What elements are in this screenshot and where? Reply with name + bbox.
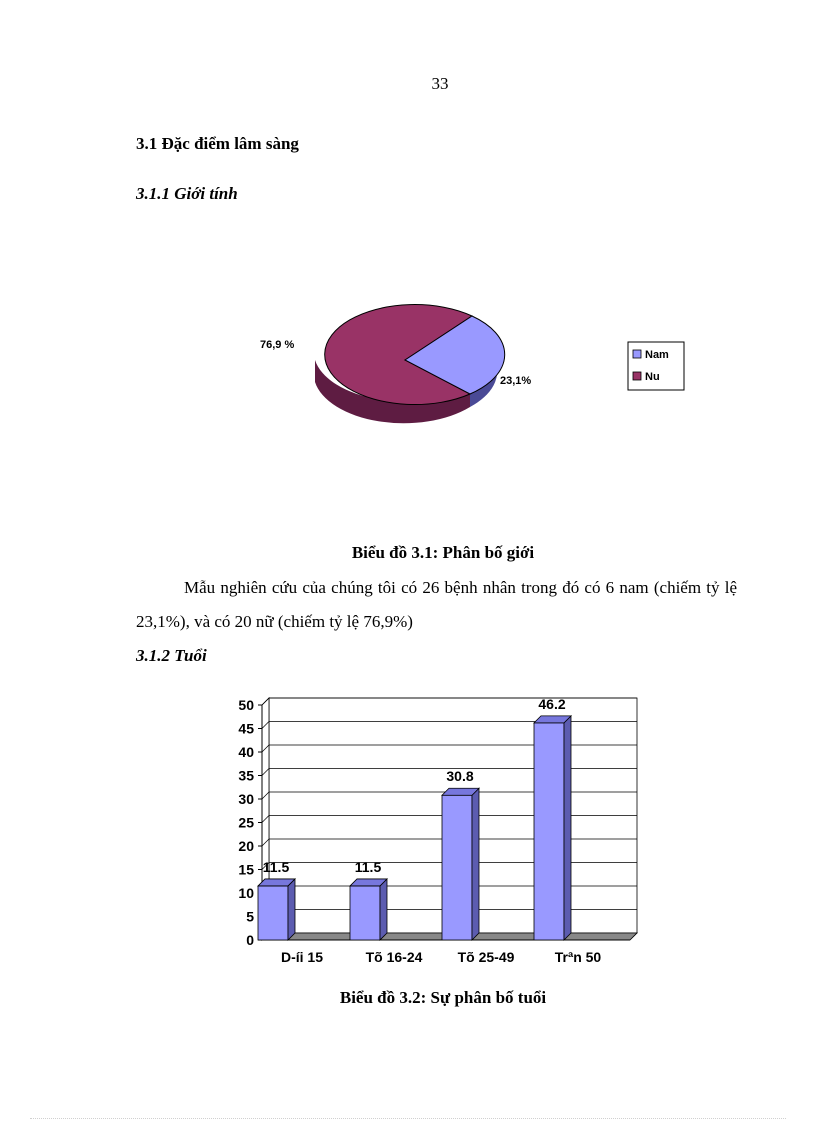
y-tick-label: 0: [246, 932, 254, 948]
pie-legend: [628, 342, 684, 390]
bar-side: [564, 716, 571, 940]
bar: [442, 795, 472, 940]
bar: [534, 723, 564, 940]
bar-top: [534, 716, 571, 723]
subsection-heading-gender: 3.1.1 Giới tính: [136, 184, 238, 203]
y-tick-label: 30: [238, 791, 254, 807]
y-tick-label: 40: [238, 744, 254, 760]
bar-data-label: 11.5: [262, 858, 290, 875]
y-tick-label: 50: [238, 697, 254, 713]
x-tick-label: D-íi 15: [280, 949, 324, 965]
bar-data-label: 11.5: [354, 858, 382, 875]
subsection-heading-age: 3.1.2 Tuổi: [136, 646, 207, 665]
bar-top: [350, 879, 387, 886]
paragraph-gender: [136, 571, 737, 639]
y-tick-label: 15: [238, 861, 254, 878]
bar-top: [258, 879, 295, 886]
legend-label-nam: Nam: [645, 349, 669, 361]
legend-swatch-nam: [633, 350, 641, 358]
bar-side: [472, 788, 479, 940]
pie-label-nam: 23,1%: [500, 375, 532, 387]
paragraph-text: Mẫu nghiên cứu của chúng tôi có 26 bệnh nhân trong đó có 6 nam (chiếm tỷ lệ 23,1%), và có 20 nữ (chiếm tỷ lệ 76,9%): [136, 578, 737, 631]
section-heading: 3.1 Đặc điểm lâm sàng: [136, 134, 299, 153]
bar: [350, 886, 380, 940]
x-tick-label: Tõ 16-24: [365, 949, 423, 965]
bar-data-label: 46.2: [538, 695, 566, 712]
bar-data-label: 30.8: [446, 768, 474, 785]
y-tick-label: 20: [238, 838, 254, 854]
x-tick-label: Trªn 50: [554, 949, 602, 965]
y-tick-label: 5: [246, 908, 254, 925]
bar-chart-x-labels: [281, 949, 601, 965]
pie-label-nu: 76,9 %: [260, 339, 295, 351]
bar-side: [380, 879, 387, 940]
bar-chart-y-ticks: [238, 697, 254, 948]
bar-side: [288, 879, 295, 940]
legend-label-nu: Nu: [645, 371, 660, 383]
caption-chart-age: Biểu đồ 3.2: Sự phân bố tuổi: [339, 988, 547, 1007]
y-tick-label: 25: [238, 814, 254, 831]
bar-chart-age: [220, 690, 650, 975]
page-bottom-border: [30, 1118, 786, 1119]
x-tick-label: Tõ 25-49: [457, 949, 515, 965]
bar: [258, 886, 288, 940]
pie-chart-gender: [230, 290, 710, 450]
y-tick-label: 45: [238, 720, 254, 737]
y-tick-label: 10: [238, 885, 254, 901]
legend-swatch-nu: [633, 372, 641, 380]
caption-chart-gender: Biểu đồ 3.1: Phân bố giới: [351, 543, 535, 562]
bar-top: [442, 788, 479, 795]
page-number: 33: [431, 74, 449, 93]
y-tick-label: 35: [238, 767, 254, 784]
